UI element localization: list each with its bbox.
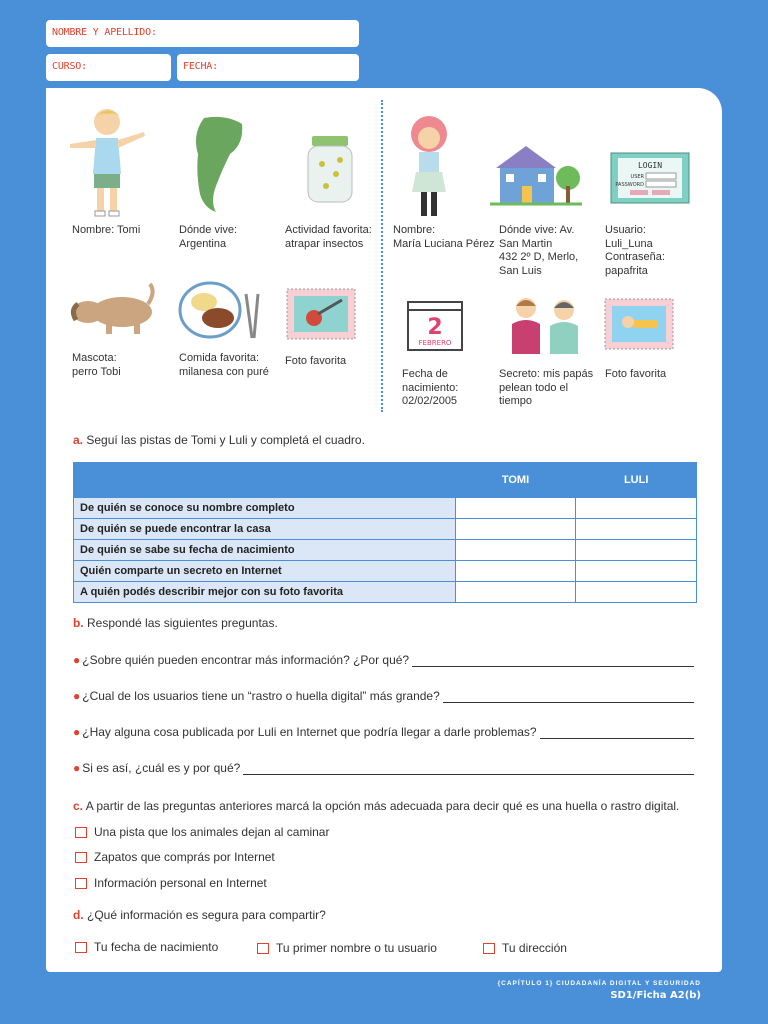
milanesa-plate-icon	[178, 280, 268, 342]
option-c1[interactable]	[75, 825, 329, 839]
dog-icon	[66, 280, 158, 340]
bullet: ●	[73, 761, 81, 775]
question-text: Si es así, ¿cuál es y por qué?	[82, 761, 241, 775]
column-tomi: TOMI	[455, 463, 576, 498]
question-text: ¿Cual de los usuarios tiene un “rastro o huella digital” más grande?	[82, 689, 440, 703]
row-label: De quién se sabe su fecha de nacimiento	[74, 540, 456, 561]
table-row	[74, 561, 697, 582]
luli-lives: Dónde vive: Av. San Martin 432 2º D, Merlo, San Luis	[499, 224, 579, 277]
answer-line[interactable]	[540, 726, 694, 739]
answer-cell[interactable]	[455, 582, 576, 603]
answer-cell[interactable]	[576, 498, 697, 519]
row-label: A quién podés describir mejor con su foto favorita	[74, 582, 456, 603]
bullet: ●	[73, 653, 81, 667]
tomi-lives: Dónde vive: Argentina	[179, 224, 238, 250]
table-row	[74, 582, 697, 603]
section-d-text: ¿Qué información es segura para compartir?	[83, 908, 326, 922]
section-d-heading	[73, 908, 326, 922]
answer-line[interactable]	[443, 690, 694, 703]
option-text: Una pista que los animales dejan al caminar	[94, 825, 330, 839]
checkbox[interactable]	[75, 852, 87, 863]
calendar-day: 2	[427, 315, 443, 340]
section-d-letter: d.	[73, 908, 84, 922]
tomi-food: Comida favorita: milanesa con puré	[179, 352, 269, 378]
option-d1[interactable]	[75, 940, 218, 954]
option-text: Tu primer nombre o tu usuario	[276, 941, 437, 955]
answer-line[interactable]	[412, 654, 694, 667]
course-label: CURSO:	[52, 61, 87, 72]
answer-cell[interactable]	[576, 519, 697, 540]
login-screen-icon	[610, 152, 690, 204]
question-text: ¿Hay alguna cosa publicada por Luli en Internet que podría llegar a darle problemas?	[82, 725, 537, 739]
chapter-footer: {CAPÍTULO 1} CIUDADANÍA DIGITAL Y SEGURIDAD	[497, 980, 701, 987]
option-d2[interactable]	[257, 941, 437, 955]
login-pass: PASSWORD	[615, 182, 644, 188]
girl-icon	[398, 112, 460, 222]
checkbox[interactable]	[483, 943, 495, 954]
option-text: Zapatos que comprás por Internet	[94, 850, 275, 864]
name-label: NOMBRE Y APELLIDO:	[52, 27, 157, 38]
answer-cell[interactable]	[455, 498, 576, 519]
luli-photo: Foto favorita	[605, 368, 667, 380]
question-b3	[73, 725, 694, 739]
option-text: Información personal en Internet	[94, 876, 267, 890]
question-b4	[73, 761, 694, 775]
answer-cell[interactable]	[576, 582, 697, 603]
section-b-heading	[73, 616, 278, 630]
luli-birth: Fecha de nacimiento: 02/02/2005	[402, 368, 459, 407]
luli-user: Usuario: Luli_Luna Contraseña: papafrita	[605, 224, 665, 277]
option-c2[interactable]	[75, 850, 275, 864]
section-c-heading	[73, 799, 713, 813]
argentina-map-icon	[186, 114, 248, 214]
row-label: De quién se puede encontrar la casa	[74, 519, 456, 540]
calendar-month: FEBRERO	[418, 339, 452, 347]
section-a-text: Seguí las pistas de Tomi y Luli y completá el cuadro.	[83, 433, 365, 447]
course-field[interactable]	[46, 54, 171, 81]
house-icon	[490, 142, 582, 208]
answer-cell[interactable]	[455, 561, 576, 582]
section-a-letter: a.	[73, 433, 84, 447]
luli-secret: Secreto: mis papás pelean todo el tiempo	[499, 368, 594, 407]
checkbox[interactable]	[75, 827, 87, 838]
insect-jar-icon	[302, 134, 358, 206]
vertical-divider	[381, 100, 383, 412]
option-c3[interactable]	[75, 876, 267, 890]
answer-cell[interactable]	[455, 540, 576, 561]
answer-cell[interactable]	[576, 540, 697, 561]
answer-line[interactable]	[243, 762, 694, 775]
section-c-letter: c.	[73, 799, 84, 813]
checkbox[interactable]	[257, 943, 269, 954]
row-label: Quién comparte un secreto en Internet	[74, 561, 456, 582]
calendar-icon	[406, 298, 464, 352]
table-row	[74, 540, 697, 561]
clue-table	[73, 462, 697, 603]
question-b1	[73, 653, 694, 667]
arguing-parents-icon	[504, 294, 586, 356]
question-text: ¿Sobre quién pueden encontrar más información? ¿Por qué?	[82, 653, 410, 667]
sheet-code: SD1/Ficha A2(b)	[610, 990, 701, 1001]
tomi-name: Nombre: Tomi	[72, 224, 141, 236]
tomi-pet: Mascota: perro Tobi	[72, 352, 121, 378]
section-b-text: Respondé las siguientes preguntas.	[83, 616, 278, 630]
answer-cell[interactable]	[455, 519, 576, 540]
luli-name: Nombre: María Luciana Pérez	[393, 224, 495, 250]
section-a-heading	[73, 433, 365, 447]
table-row	[74, 519, 697, 540]
name-field[interactable]	[46, 20, 359, 47]
swimming-photo-icon	[604, 298, 674, 350]
bullet: ●	[73, 689, 81, 703]
login-user: USER	[630, 174, 644, 180]
table-corner	[74, 463, 456, 498]
boy-icon	[66, 104, 148, 220]
answer-cell[interactable]	[576, 561, 697, 582]
checkbox[interactable]	[75, 942, 87, 953]
date-field[interactable]	[177, 54, 359, 81]
checkbox[interactable]	[75, 878, 87, 889]
tomi-activity: Actividad favorita: atrapar insectos	[285, 224, 372, 250]
option-d3[interactable]	[483, 941, 567, 955]
bullet: ●	[73, 725, 81, 739]
section-b-letter: b.	[73, 616, 84, 630]
guitar-photo-icon	[286, 288, 356, 340]
tomi-photo: Foto favorita	[285, 355, 347, 367]
date-label: FECHA:	[183, 61, 218, 72]
row-label: De quién se conoce su nombre completo	[74, 498, 456, 519]
column-luli: LULI	[576, 463, 697, 498]
table-row	[74, 498, 697, 519]
option-text: Tu dirección	[502, 941, 567, 955]
option-text: Tu fecha de nacimiento	[94, 940, 219, 954]
section-c-text: A partir de las preguntas anteriores marcá la opción más adecuada para decir qué es una huella o rastro digital.	[83, 799, 680, 813]
login-title: LOGIN	[637, 161, 663, 170]
question-b2	[73, 689, 694, 703]
